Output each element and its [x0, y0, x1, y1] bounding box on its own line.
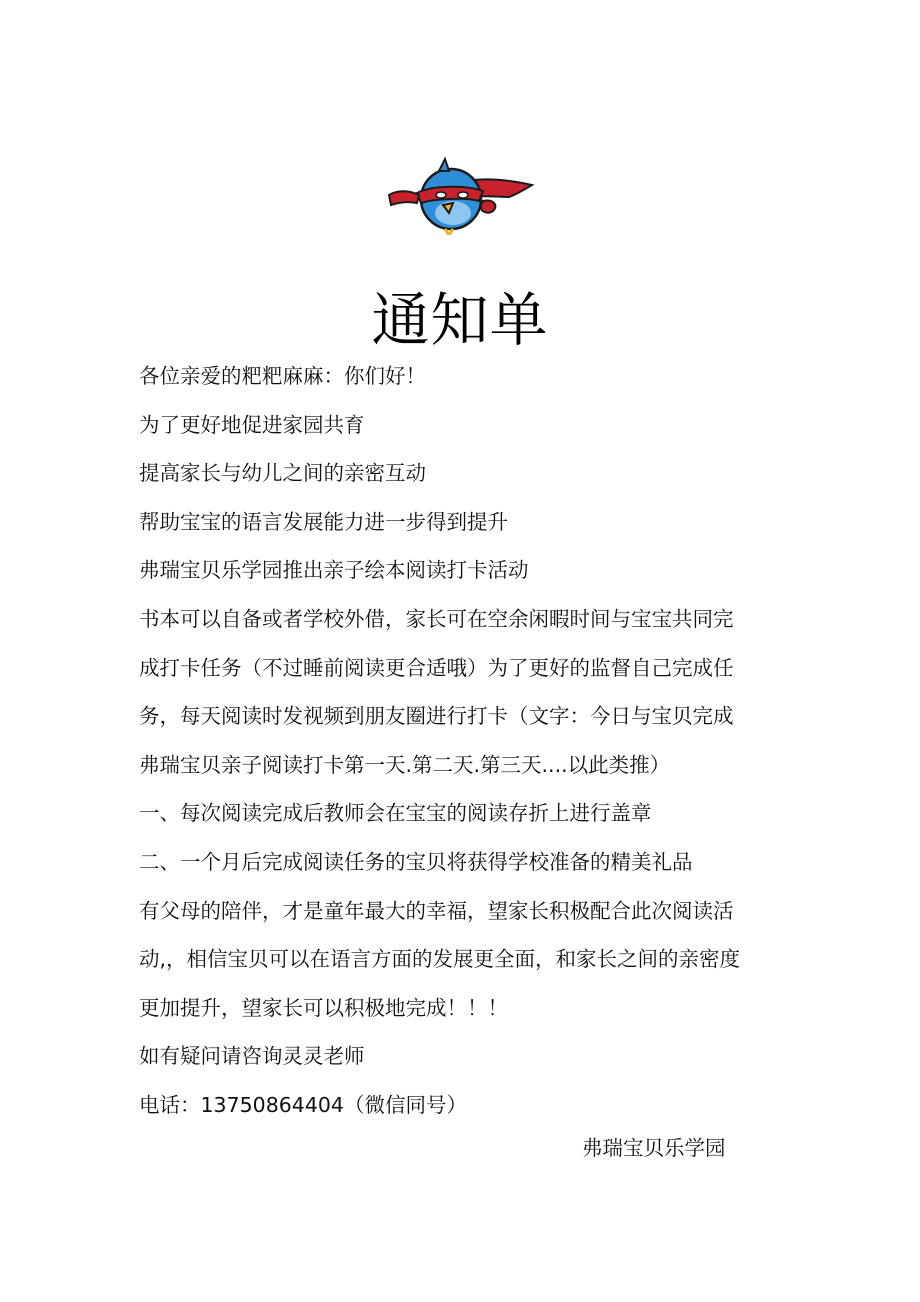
greeting-line: 各位亲爱的粑粑麻麻：你们好！ — [139, 364, 426, 388]
body-line: 更加提升，望家长可以积极地完成！！！ — [139, 995, 508, 1020]
body-line: 务，每天阅读时发视频到朋友圈进行打卡（文字：今日与宝贝完成 — [139, 704, 734, 729]
bird-mascot-icon — [387, 155, 535, 235]
body-line: 动,，相信宝贝可以在语言方面的发展更全面，和家长之间的亲密度 — [139, 947, 741, 972]
body-line: 提高家长与幼儿之间的亲密互动 — [139, 461, 426, 486]
contact-line: 如有疑问请咨询灵灵老师 — [139, 1044, 365, 1069]
rule-line-1: 一、每次阅读完成后教师会在宝宝的阅读存折上进行盖章 — [139, 801, 652, 826]
notice-body — [139, 352, 799, 1130]
page-title: 通知单 — [371, 286, 549, 354]
phone-line: 电话：13750864404（微信同号） — [139, 1092, 467, 1117]
body-line: 书本可以自备或者学校外借，家长可在空余闲暇时间与宝宝共同完 — [139, 606, 734, 631]
body-line: 弗瑞宝贝乐学园推出亲子绘本阅读打卡活动 — [139, 558, 529, 583]
body-line: 弗瑞宝贝亲子阅读打卡第一天.第二天.第三天....以此类推） — [139, 752, 671, 777]
signature: 弗瑞宝贝乐学园 — [582, 1136, 726, 1160]
body-line: 成打卡任务（不过睡前阅读更合适哦）为了更好的监督自己完成任 — [139, 655, 734, 680]
body-line: 帮助宝宝的语言发展能力进一步得到提升 — [139, 509, 508, 534]
rule-line-2: 二、一个月后完成阅读任务的宝贝将获得学校准备的精美礼品 — [139, 849, 693, 874]
body-line: 为了更好地促进家园共育 — [139, 412, 365, 437]
mascot-logo — [387, 155, 535, 235]
body-line: 有父母的陪伴，才是童年最大的幸福，望家长积极配合此次阅读活 — [139, 898, 734, 923]
